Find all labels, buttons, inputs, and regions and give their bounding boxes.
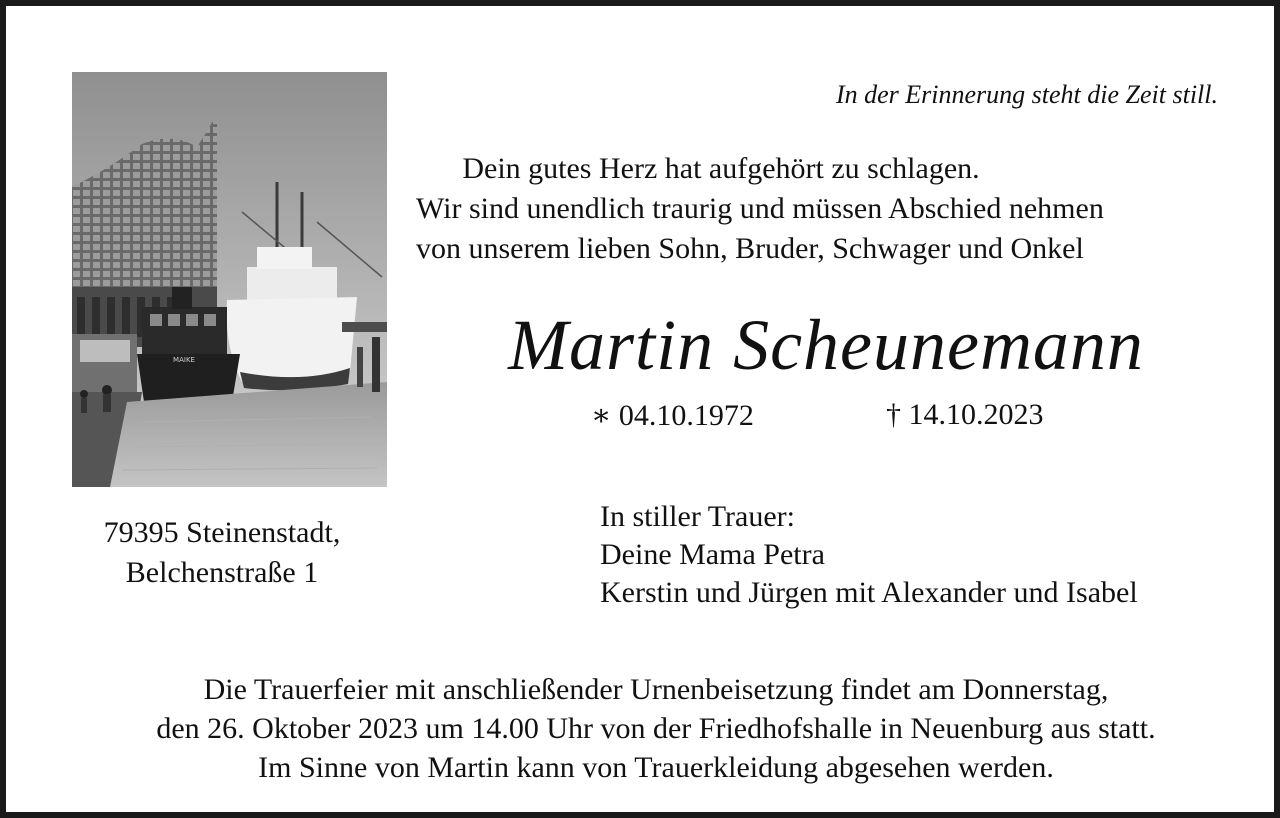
intro-line: Wir sind unendlich traurig und müssen Abschied nehmen [416,192,1104,225]
birth-date: 04.10.1972 [618,399,754,432]
intro-line: von unserem lieben Sohn, Bruder, Schwager und Onkel [416,232,1084,265]
motto: In der Erinnerung steht die Zeit still. [835,80,1218,109]
ceremony-line: den 26. Oktober 2023 um 14.00 Uhr von der Friedhofshalle in Neuenburg aus statt. [156,712,1156,745]
boat-sign: MAIKE [173,356,195,364]
mourner-line: Kerstin und Jürgen mit Alexander und Isabel [600,576,1138,609]
mourner-line: In stiller Trauer: [600,500,795,533]
intro-text [416,149,1104,269]
harbor-photo [72,72,387,487]
death-date-line [886,398,1044,432]
birth-star-icon: ∗ [591,399,612,432]
ceremony-line: Die Trauerfeier mit anschließender Urnenbeisetzung findet am Donnerstag, [203,673,1109,706]
death-cross-icon: † [886,398,901,431]
address-line: 79395 Steinenstadt, [103,516,341,549]
birth-date-line [591,398,754,433]
address [72,513,372,593]
address-line: Belchenstraße 1 [125,556,319,589]
ceremony-info [6,670,1280,787]
ceremony-line: Im Sinne von Martin kann von Trauerkleidung abgesehen werden. [258,751,1054,784]
deceased-name: Martin Scheunemann [508,305,1144,385]
mourners [600,498,1138,612]
intro-line: Dein gutes Herz hat aufgehört zu schlagen. [462,152,980,185]
mourner-line: Deine Mama Petra [600,538,825,571]
death-date: 14.10.2023 [908,398,1044,431]
